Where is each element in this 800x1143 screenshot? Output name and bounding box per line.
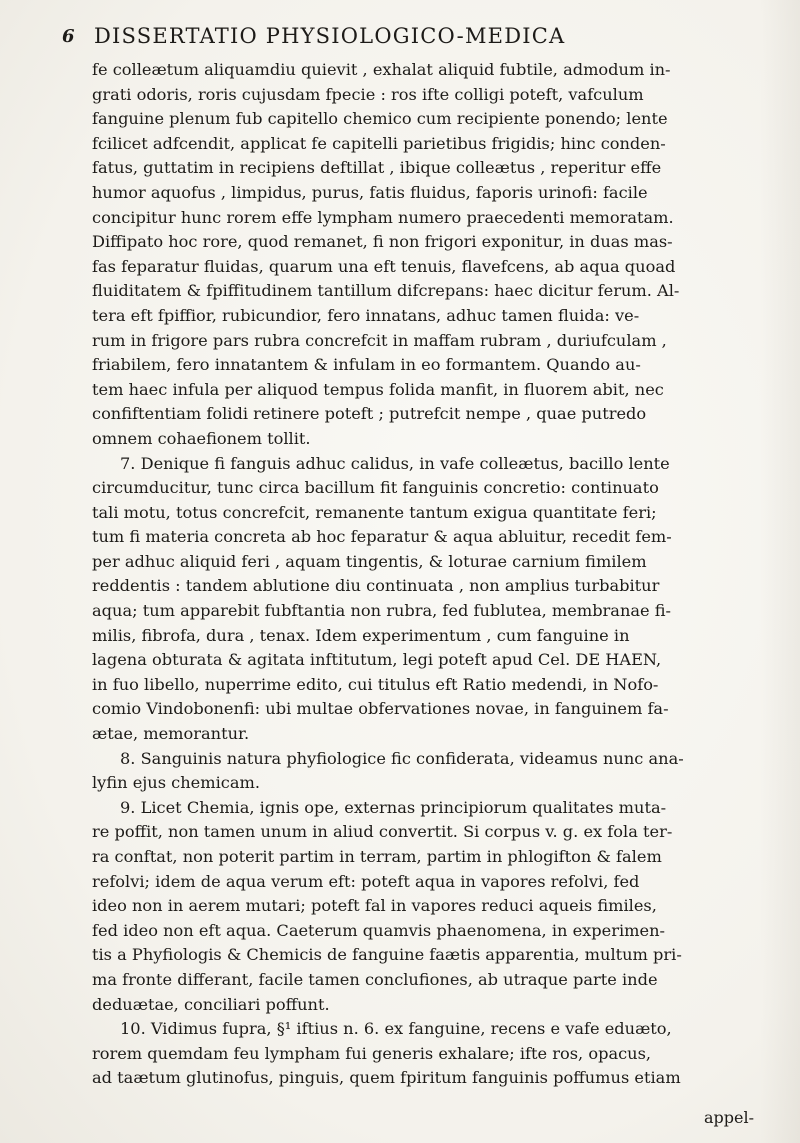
text-line: fas feparatur fluidas, quarum una eft tenuis, flavefcens, ab aqua quoad	[92, 256, 676, 276]
text-line: per adhuc aliquid feri , aquam tingentis, & loturae carnium fimilem	[92, 551, 647, 571]
text-line: lyfin ejus chemicam.	[92, 773, 260, 793]
text-line: in fuo libello, nuperrime edito, cui titulus eft Ratio medendi, in Nofo-	[92, 674, 659, 694]
text-line: omnem cohaefionem tollit.	[92, 428, 311, 448]
text-line: tali motu, totus concrefcit, remanente tantum exigua quantitate feri;	[92, 502, 657, 522]
text-line: aqua; tum apparebit fubftantia non rubra, fed fublutea, membranae fi-	[92, 601, 672, 621]
text-line: milis, fibrofa, dura , tenax. Idem experimentum , cum fanguine in	[92, 625, 630, 645]
text-line: fanguine plenum fub capitello chemico cum recipiente ponendo; lente	[92, 109, 668, 129]
page-number: 6	[62, 26, 75, 47]
text-line: tera eft fpiffior, rubicundior, fero innatans, adhuc tamen fluida: ve-	[92, 305, 640, 325]
body-text	[92, 58, 768, 1091]
text-line: ætae, memorantur.	[92, 724, 250, 744]
text-line: rorem quemdam feu lympham fui generis exhalare; ifte ros, opacus,	[92, 1043, 652, 1063]
text-line: rum in frigore pars rubra concrefcit in maffam rubram , duriufculam ,	[92, 330, 667, 350]
catchword: appel-	[703, 1108, 754, 1127]
text-line: fed ideo non eft aqua. Caeterum quamvis phaenomena, in experimen-	[92, 920, 665, 940]
text-line: fatus, guttatim in recipiens deftillat , ibique colleætus , reperitur effe	[92, 158, 662, 178]
text-line: deduætae, conciliari poffunt.	[92, 994, 330, 1014]
text-line: refolvi; idem de aqua verum eft: poteft aqua in vapores refolvi, fed	[92, 871, 640, 891]
text-line: tem haec infula per aliquod tempus folida manfit, in fluorem abit, nec	[92, 379, 664, 399]
text-line: fcilicet adfcendit, applicat fe capitelli parietibus frigidis; hinc conden-	[92, 133, 666, 153]
text-line: Diffipato hoc rore, quod remanet, fi non frigori exponitur, in duas mas-	[92, 232, 673, 252]
text-line: ma fronte differant, facile tamen conclufiones, ab utraque parte inde	[92, 969, 658, 989]
text-line: friabilem, fero innatantem & infulam in eo formantem. Quando au-	[92, 355, 641, 375]
running-title: DISSERTATIO PHYSIOLOGICO-MEDICA	[94, 24, 566, 48]
text-line: re poffit, non tamen unum in aliud convertit. Si corpus v. g. ex fola ter-	[92, 822, 673, 842]
text-line: tum fi materia concreta ab hoc feparatur & aqua abluitur, recedit fem-	[92, 527, 672, 547]
text-line: grati odoris, roris cujusdam fpecie : ros ifte colligi poteft, vafculum	[92, 84, 644, 104]
text-line: 8. Sanguinis natura phyfiologice fic confiderata, videamus nunc ana-	[120, 748, 684, 768]
text-line: ra conftat, non poterit partim in terram, partim in phlogifton & falem	[92, 847, 662, 866]
text-line: 10. Vidimus fupra, §¹ iftius n. 6. ex fanguine, recens e vafe eduæto,	[120, 1019, 672, 1039]
text-line: reddentis : tandem ablutione diu continuata , non amplius turbabitur	[92, 576, 660, 596]
text-line: comio Vindobonenfi: ubi multae obfervationes novae, in fanguinem fa-	[92, 699, 669, 719]
text-line: 7. Denique fi fanguis adhuc calidus, in vafe colleætus, bacillo lente	[120, 453, 670, 473]
text-line: ideo non in aerem mutari; poteft fal in vapores reduci aqueis fimiles,	[92, 896, 657, 916]
text-line: 9. Licet Chemia, ignis ope, externas principiorum qualitates muta-	[120, 797, 667, 817]
text-line: tis a Phyfiologis & Chemicis de fanguine faætis apparentia, multum pri-	[92, 945, 682, 965]
text-line: concipitur hunc rorem effe lympham numero praecedenti memoratam.	[92, 207, 674, 227]
text-line: fe colleætum aliquamdiu quievit , exhalat aliquid fubtile, admodum in-	[92, 60, 671, 79]
text-line: circumducitur, tunc circa bacillum fit fanguinis concretio: continuato	[92, 478, 659, 498]
page-header	[62, 16, 752, 56]
text-line: ad taætum glutinofus, pinguis, quem fpiritum fanguinis poffumus etiam	[92, 1068, 681, 1088]
text-line: humor aquofus , limpidus, purus, fatis fluidus, faporis urinofi: facile	[92, 182, 648, 202]
text-line: fluiditatem & fpiffitudinem tantillum difcrepans: haec dicitur ferum. Al-	[92, 281, 680, 301]
text-line: lagena obturata & agitata inftitutum, legi poteft apud Cel. DE HAEN,	[92, 650, 662, 670]
text-line: confiftentiam folidi retinere poteft ; putrefcit nempe , quae putredo	[92, 404, 647, 424]
